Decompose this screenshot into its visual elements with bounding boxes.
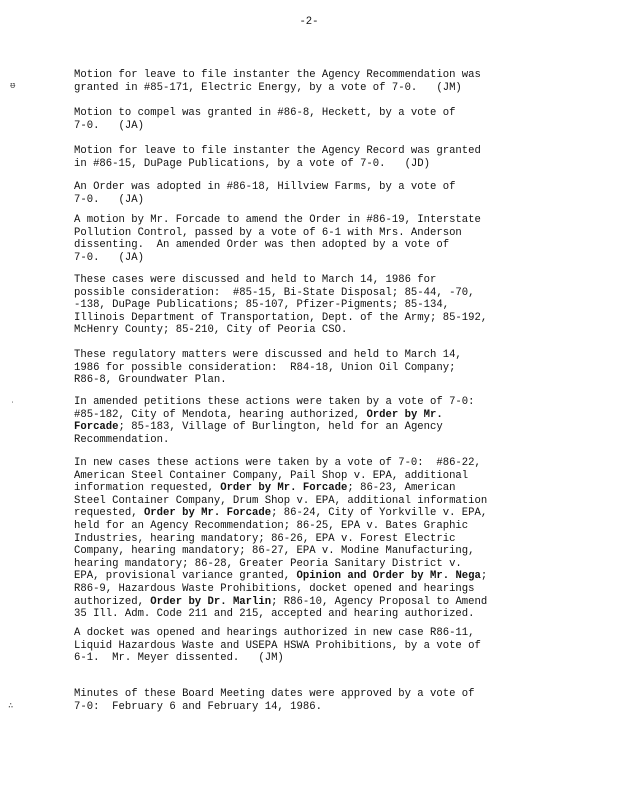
text-run: dissenting. An amended Order was then adopted by a vote of xyxy=(74,239,450,252)
order-author-text: Opinion and Order by Mr. Nega xyxy=(296,570,481,583)
text-run: Pollution Control, passed by a vote of 6-1 with Mrs. Anderson xyxy=(74,226,462,239)
text-run: Motion for leave to file instanter the Agency Recommendation was xyxy=(74,69,481,81)
text-run: McHenry County; 85-210, City of Peoria CSO. xyxy=(74,324,348,337)
text-line xyxy=(74,120,554,133)
text-run: hearing mandatory; 86-28, Greater Peoria Sanitary District v. xyxy=(74,557,462,570)
text-run: 7-0. (JA) xyxy=(74,119,144,132)
text-line xyxy=(74,349,554,362)
text-run: ; 86-24, City of Yorkville v. EPA, xyxy=(271,507,488,520)
text-run: Motion to compel was granted in #86-8, Heckett, by a vote of xyxy=(74,107,456,119)
minutes-paragraph xyxy=(74,396,554,446)
text-line xyxy=(74,287,554,300)
text-line xyxy=(74,227,554,240)
text-line xyxy=(74,299,554,312)
order-author-text: Order by Dr. Marlin xyxy=(150,595,272,608)
text-run: R86-8, Groundwater Plan. xyxy=(74,374,227,387)
text-line xyxy=(74,158,554,171)
text-line xyxy=(74,312,554,325)
text-line xyxy=(74,457,554,470)
text-line xyxy=(74,252,554,265)
minutes-paragraph xyxy=(74,457,554,621)
text-line xyxy=(74,274,554,287)
text-run: ; 85-183, Village of Burlington, held for an Agency xyxy=(118,421,443,434)
text-run: Liquid Hazardous Waste and USEPA HSWA Prohibitions, by a vote of xyxy=(74,639,481,652)
text-line xyxy=(74,145,554,158)
text-line xyxy=(74,652,554,665)
text-line xyxy=(74,627,554,640)
text-line xyxy=(74,608,554,621)
text-line xyxy=(74,507,554,520)
text-line xyxy=(74,545,554,558)
text-run: Motion for leave to file instanter the Agency Record was granted xyxy=(74,145,481,157)
text-run: These regulatory matters were discussed and held to March 14, xyxy=(74,349,462,361)
text-run: 35 Ill. Adm. Code 211 and 215, accepted and hearing authorized. xyxy=(74,608,475,621)
text-run: In amended petitions these actions were taken by a vote of 7-0: xyxy=(74,396,475,408)
page-number: -2- xyxy=(299,16,319,28)
text-run: These cases were discussed and held to March 14, 1986 for xyxy=(74,274,437,286)
text-line xyxy=(74,214,554,227)
text-line xyxy=(74,324,554,337)
text-run: ; 86-23, American xyxy=(347,482,456,495)
text-run: in #86-15, DuPage Publications, by a vote of 7-0. (JD) xyxy=(74,157,431,170)
text-run: Recommendation. xyxy=(74,433,170,446)
text-line xyxy=(74,374,554,387)
text-line xyxy=(74,239,554,252)
minutes-paragraph xyxy=(74,627,554,665)
text-run: 7-0. (JA) xyxy=(74,251,144,264)
text-run: -138, DuPage Publications; 85-107, Pfizer-Pigments; 85-134, xyxy=(74,299,450,312)
text-line xyxy=(74,495,554,508)
text-line xyxy=(74,640,554,653)
scan-speck: ᵿ xyxy=(10,81,16,91)
text-line xyxy=(74,181,554,194)
minutes-paragraph xyxy=(74,688,554,713)
text-run: 6-1. Mr. Meyer dissented. (JM) xyxy=(74,652,284,665)
text-run: Steel Container Company, Drum Shop v. EPA, additional information xyxy=(74,494,488,507)
text-run: Industries, hearing mandatory; 86-26, EPA v. Forest Electric xyxy=(74,532,456,545)
text-line xyxy=(74,558,554,571)
text-run: granted in #85-171, Electric Energy, by a vote of 7-0. (JM) xyxy=(74,81,462,94)
order-author-text: Order by Mr. Forcade xyxy=(143,507,272,520)
text-run: In new cases these actions were taken by a vote of 7-0: #86-22, xyxy=(74,457,481,469)
text-run: Minutes of these Board Meeting dates were approved by a vote of xyxy=(74,688,475,700)
text-line xyxy=(74,409,554,422)
text-run: information requested, xyxy=(74,482,221,495)
minutes-paragraph xyxy=(74,214,554,264)
text-run: American Steel Container Company, Pail Shop v. EPA, additional xyxy=(74,469,469,482)
text-line xyxy=(74,194,554,207)
text-line xyxy=(74,688,554,701)
text-run: A docket was opened and hearings authorized in new case R86-11, xyxy=(74,627,475,639)
text-run: EPA, provisional variance granted, xyxy=(74,570,297,583)
text-run: #85-182, City of Mendota, hearing authorized, xyxy=(74,408,367,421)
text-run: Illinois Department of Transportation, Dept. of the Army; 85-192, xyxy=(74,311,488,324)
order-author-text: Order by Mr. Forcade xyxy=(220,482,348,495)
text-run: 7-0: February 6 and February 14, 1986. xyxy=(74,700,322,713)
text-line xyxy=(74,533,554,546)
scan-speck: ʿ xyxy=(10,401,16,411)
text-line xyxy=(74,396,554,409)
text-line xyxy=(74,82,554,95)
text-run: ; R86-10, Agency Proposal to Amend xyxy=(271,595,488,608)
order-author-text: Forcade xyxy=(74,421,119,434)
text-run: Company, hearing mandatory; 86-27, EPA v. Modine Manufacturing, xyxy=(74,545,475,558)
minutes-paragraph xyxy=(74,69,554,94)
minutes-paragraph xyxy=(74,145,554,170)
minutes-paragraph xyxy=(74,274,554,337)
text-line xyxy=(74,107,554,120)
text-run: authorized, xyxy=(74,595,151,608)
text-run: possible consideration: #85-15, Bi-State Disposal; 85-44, -70, xyxy=(74,286,475,299)
text-line xyxy=(74,520,554,533)
text-line xyxy=(74,362,554,375)
text-run: requested, xyxy=(74,507,144,520)
minutes-paragraph xyxy=(74,181,554,206)
text-line xyxy=(74,434,554,447)
text-run: R86-9, Hazardous Waste Prohibitions, docket opened and hearings xyxy=(74,582,475,595)
text-run: An Order was adopted in #86-18, Hillview Farms, by a vote of xyxy=(74,181,456,193)
text-line xyxy=(74,69,554,82)
text-run: 1986 for possible consideration: R84-18, Union Oil Company; xyxy=(74,361,456,374)
minutes-paragraph xyxy=(74,107,554,132)
text-line xyxy=(74,701,554,714)
minutes-paragraph xyxy=(74,349,554,387)
text-run: 7-0. (JA) xyxy=(74,193,144,206)
text-line xyxy=(74,470,554,483)
text-line xyxy=(74,570,554,583)
text-line xyxy=(74,583,554,596)
text-line xyxy=(74,482,554,495)
scan-speck: ∴ xyxy=(8,701,14,711)
order-author-text: Order by Mr. xyxy=(366,408,443,421)
text-line xyxy=(74,596,554,609)
text-run: held for an Agency Recommendation; 86-25, EPA v. Bates Graphic xyxy=(74,519,469,532)
text-line xyxy=(74,421,554,434)
text-run: A motion by Mr. Forcade to amend the Order in #86-19, Interstate xyxy=(74,214,481,226)
text-run: ; xyxy=(480,570,488,583)
